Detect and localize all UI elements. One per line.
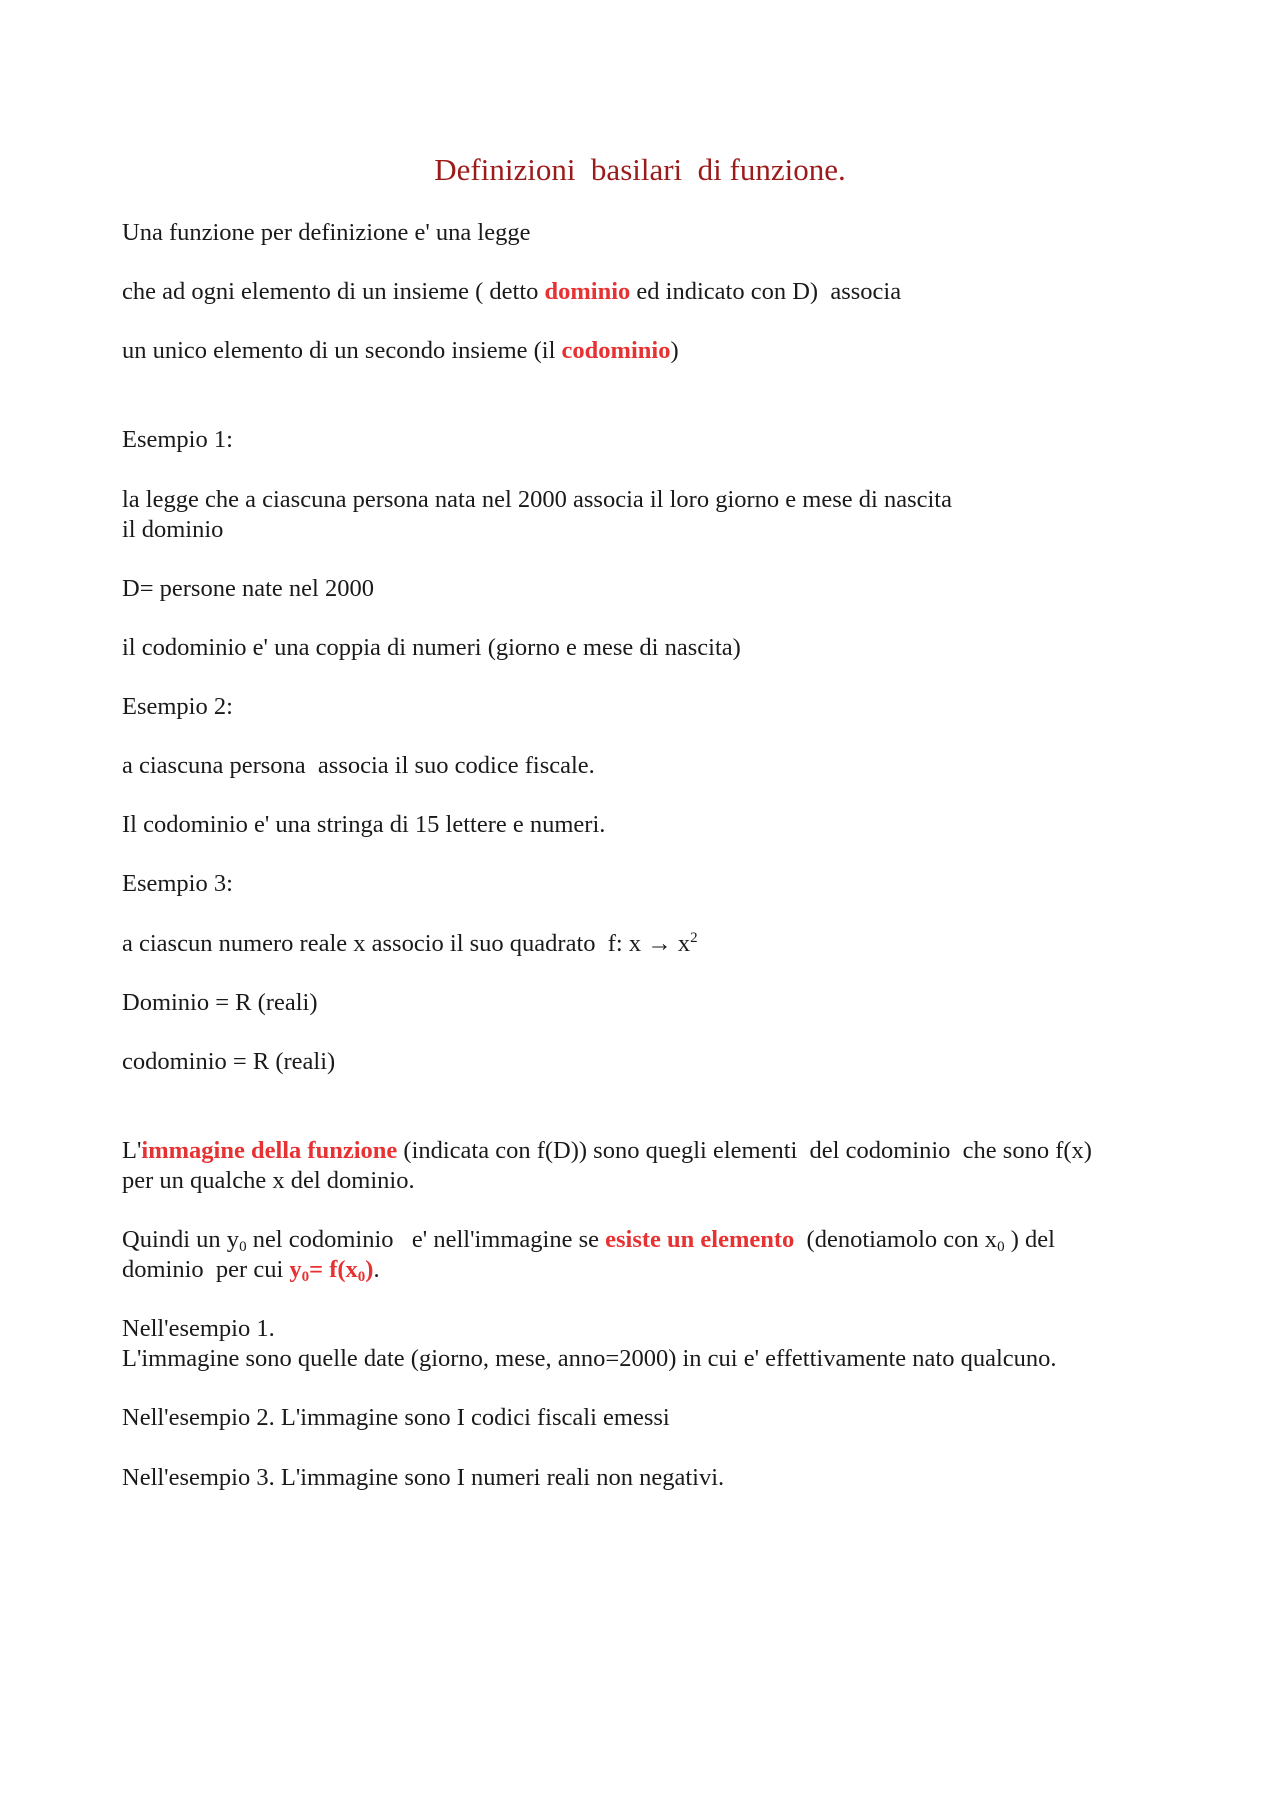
image-definition-prefix: L': [122, 1137, 142, 1164]
subscript-0: 0: [997, 1239, 1005, 1255]
definition-line-3-start: un unico elemento di un secondo insieme (il: [122, 337, 562, 364]
formula-eq: = f(x: [309, 1256, 358, 1283]
esempio-1-image-line-2: L'immagine sono quelle date (giorno, mese, anno=2000) in cui e' effettivamente nato qualcuno.: [122, 1345, 1057, 1372]
example-2-heading: Esempio 2:: [122, 693, 233, 720]
image-definition-line-1-rest: (indicata con f(D)) sono quegli elementi del codominio che sono f(x): [397, 1137, 1092, 1164]
subscript-0: 0: [301, 1269, 310, 1285]
formula-close: ): [365, 1256, 374, 1283]
term-immagine-della-funzione: immagine della funzione: [141, 1137, 398, 1164]
subscript-0: 0: [239, 1239, 247, 1255]
formula-y: y: [289, 1256, 302, 1283]
example-3-line-1: [122, 929, 1192, 959]
quindi-denote: (denotiamolo con x: [794, 1226, 998, 1253]
quindi-paragraph: [122, 1225, 1192, 1285]
example-3-domain: Dominio = R (reali): [122, 989, 318, 1016]
definition-line-2-end: ed indicato con D) associa: [630, 278, 902, 305]
example-1-line-1: la legge che a ciascuna persona nata nel 2000 associa il loro giorno e mese di nascita: [122, 486, 952, 513]
quindi-line-2-end: .: [373, 1256, 380, 1283]
definition-line-3-end: ): [670, 337, 679, 364]
example-2-line-1: a ciascuna persona associa il suo codice fiscale.: [122, 752, 595, 779]
example-1-codomain: il codominio e' una coppia di numeri (giorno e mese di nascita): [122, 634, 741, 661]
quindi-end: ) del: [1004, 1226, 1055, 1253]
quindi-line-2-start: dominio per cui: [122, 1256, 290, 1283]
image-definition-line-2: per un qualche x del dominio.: [122, 1167, 415, 1194]
example-3-line-1-text: a ciascun numero reale x associo il suo quadrato f: x → x: [122, 930, 691, 957]
example-1-domain: D= persone nate nel 2000: [122, 575, 374, 602]
example-2-codomain: Il codominio e' una stringa di 15 lettere e numeri.: [122, 811, 606, 838]
definition-line-3: [122, 336, 1192, 366]
formula-y0-equals-f-x0: [289, 1256, 373, 1283]
esempio-1-image: [122, 1314, 1192, 1374]
esempio-1-image-line-1: Nell'esempio 1.: [122, 1315, 275, 1342]
example-1-heading: Esempio 1:: [122, 426, 233, 453]
esempio-2-image: Nell'esempio 2. L'immagine sono I codici fiscali emessi: [122, 1404, 670, 1431]
quindi-start: Quindi un y: [122, 1226, 240, 1253]
subscript-0: 0: [357, 1269, 366, 1285]
term-esiste-un-elemento: esiste un elemento: [605, 1226, 795, 1253]
definition-line-1: Una funzione per definizione e' una legge: [122, 219, 531, 246]
definition-line-2: [122, 277, 1192, 307]
example-1-line-2: il dominio: [122, 516, 224, 543]
exponent-2: 2: [690, 930, 698, 946]
page-title: Definizioni basilari di funzione.: [434, 152, 846, 187]
quindi-middle: nel codominio e' nell'immagine se: [246, 1226, 606, 1253]
term-dominio: dominio: [544, 278, 631, 305]
example-3-codomain: codominio = R (reali): [122, 1048, 336, 1075]
example-3-heading: Esempio 3:: [122, 870, 233, 897]
example-1-text: [122, 485, 1192, 545]
term-codominio: codominio: [561, 337, 671, 364]
image-definition: [122, 1136, 1192, 1196]
esempio-3-image: Nell'esempio 3. L'immagine sono I numeri reali non negativi.: [122, 1464, 725, 1491]
definition-line-2-start: che ad ogni elemento di un insieme ( detto: [122, 278, 545, 305]
